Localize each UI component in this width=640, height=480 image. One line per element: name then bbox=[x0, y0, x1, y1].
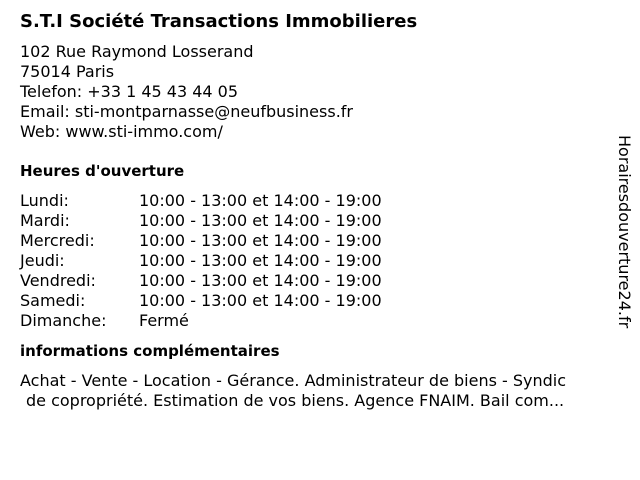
hours-day: Mardi: bbox=[20, 211, 70, 230]
business-name: S.T.I Société Transactions Immobilieres bbox=[20, 11, 418, 32]
hours-row-mardi bbox=[20, 211, 610, 231]
hours-table bbox=[20, 191, 610, 331]
hours-row-mercredi bbox=[20, 231, 610, 251]
address-city: 75014 Paris bbox=[20, 62, 115, 81]
hours-row-jeudi bbox=[20, 251, 610, 271]
phone-number: Telefon: +33 1 45 43 44 05 bbox=[20, 82, 239, 101]
info-line: Achat - Vente - Location - Gérance. Administrateur de biens - Syndic bbox=[20, 371, 567, 390]
hours-day: Jeudi: bbox=[20, 251, 65, 270]
website-address: Web: www.sti-immo.com/ bbox=[20, 122, 223, 141]
address-street: 102 Rue Raymond Losserand bbox=[20, 42, 254, 61]
hours-time: 10:00 - 13:00 et 14:00 - 19:00 bbox=[139, 191, 382, 210]
hours-heading: Heures d'ouverture bbox=[20, 162, 185, 180]
hours-row-lundi bbox=[20, 191, 610, 211]
vertical-brand-link[interactable]: Horairesdouverture24.fr bbox=[615, 135, 634, 329]
contact-block bbox=[20, 42, 610, 142]
email-address: Email: sti-montparnasse@neufbusiness.fr bbox=[20, 102, 353, 121]
hours-day: Lundi: bbox=[20, 191, 69, 210]
hours-day: Mercredi: bbox=[20, 231, 95, 250]
hours-row-samedi bbox=[20, 291, 610, 311]
hours-time: 10:00 - 13:00 et 14:00 - 19:00 bbox=[139, 211, 382, 230]
hours-row-dimanche bbox=[20, 311, 610, 331]
hours-time: 10:00 - 13:00 et 14:00 - 19:00 bbox=[139, 291, 382, 310]
hours-time: 10:00 - 13:00 et 14:00 - 19:00 bbox=[139, 231, 382, 250]
hours-time: 10:00 - 13:00 et 14:00 - 19:00 bbox=[139, 271, 382, 290]
business-card bbox=[20, 10, 610, 411]
hours-row-vendredi bbox=[20, 271, 610, 291]
hours-day: Samedi: bbox=[20, 291, 86, 310]
info-line: de copropriété. Estimation de vos biens. Agence FNAIM. Bail com... bbox=[26, 391, 565, 410]
info-heading: informations complémentaires bbox=[20, 342, 280, 360]
info-description bbox=[20, 371, 610, 411]
hours-day: Vendredi: bbox=[20, 271, 96, 290]
hours-day: Dimanche: bbox=[20, 311, 107, 330]
hours-time: Fermé bbox=[139, 311, 189, 330]
hours-time: 10:00 - 13:00 et 14:00 - 19:00 bbox=[139, 251, 382, 270]
